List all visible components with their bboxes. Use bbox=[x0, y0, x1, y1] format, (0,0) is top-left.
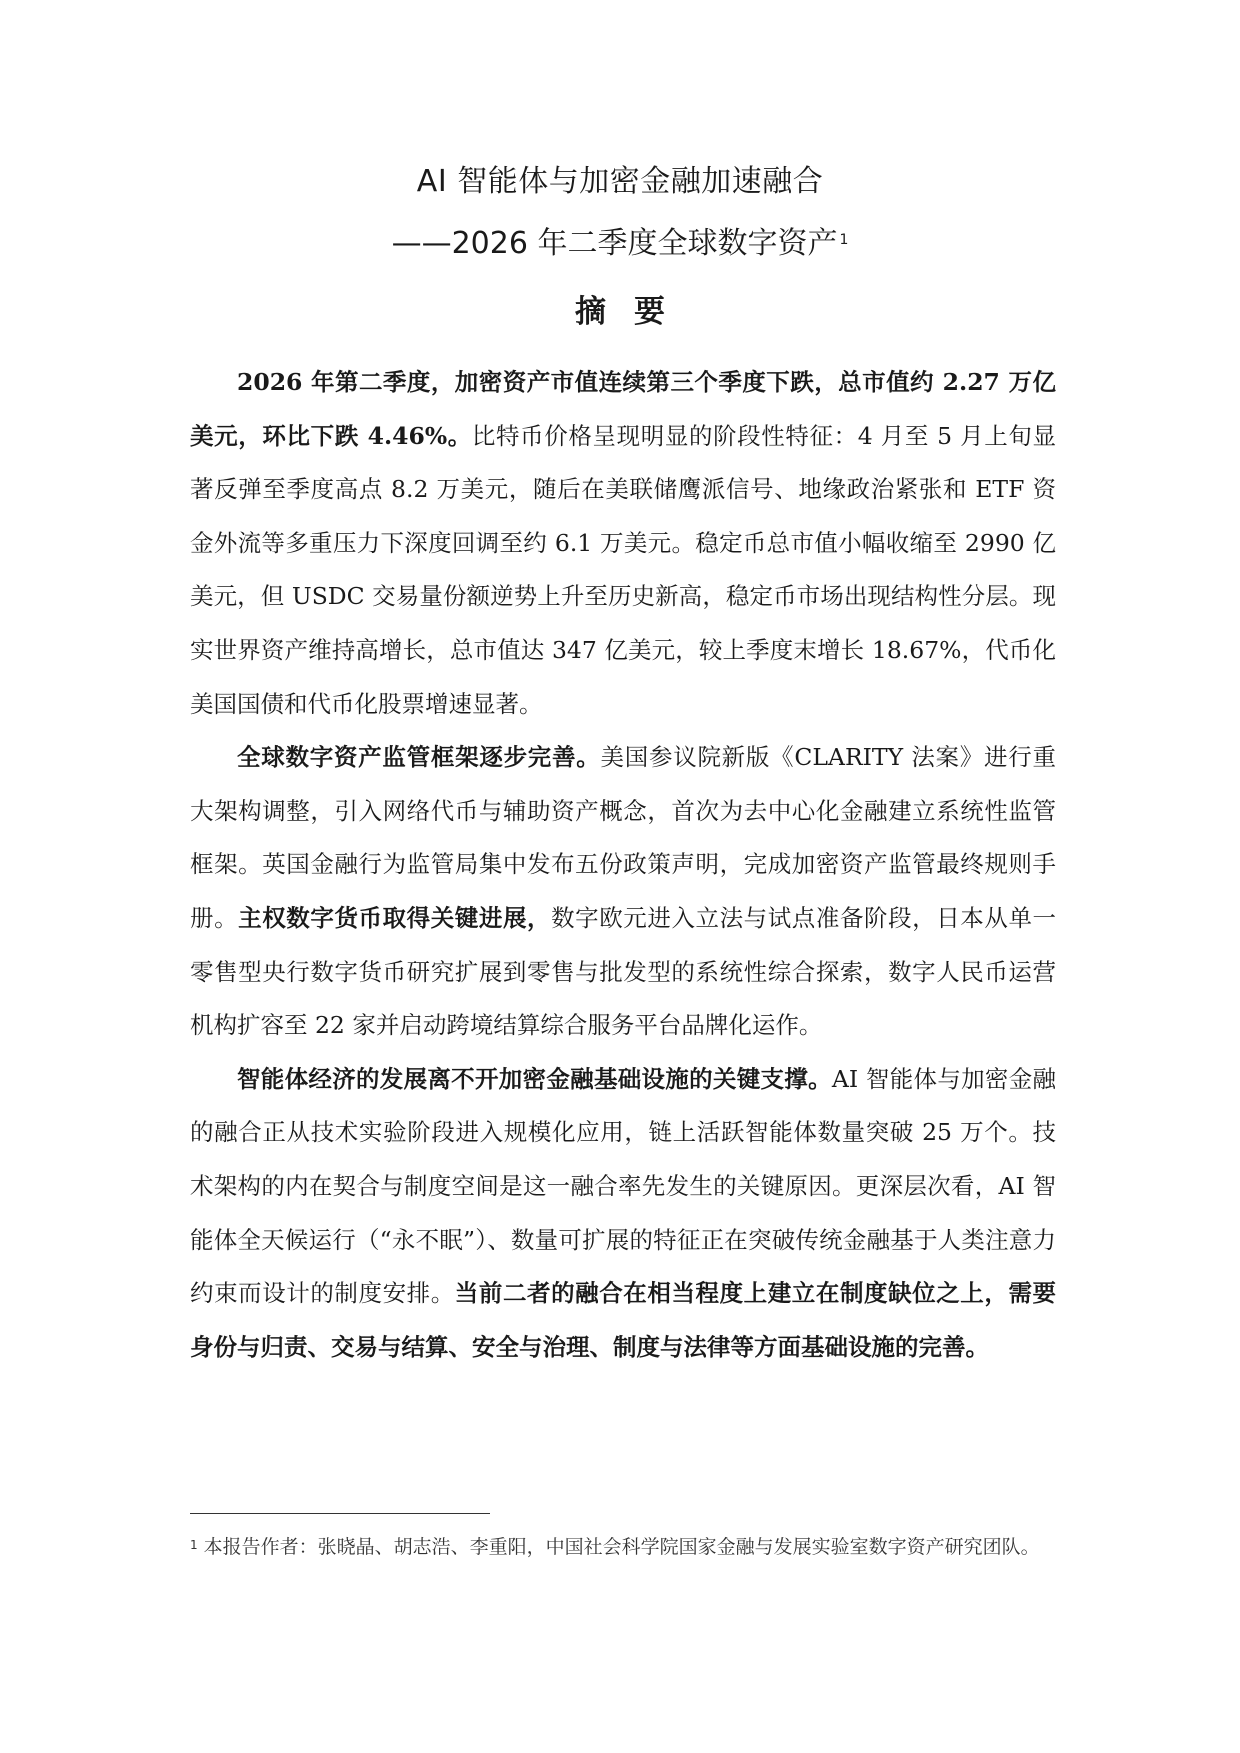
document-subtitle-text: ——2026 年二季度全球数字资产 bbox=[391, 226, 838, 261]
subtitle-footnote-mark: 1 bbox=[839, 232, 849, 248]
paragraph-2-bold-run-1: 全球数字资产监管框架逐步完善。 bbox=[237, 743, 601, 772]
abstract-paragraph-1 bbox=[190, 356, 1056, 731]
abstract-paragraph-3 bbox=[190, 1053, 1056, 1375]
abstract-body bbox=[190, 356, 1056, 1374]
abstract-heading: 摘要 bbox=[575, 294, 693, 330]
abstract-paragraph-2 bbox=[190, 731, 1056, 1053]
paragraph-2-run-2: 美国参议院新版《CLARITY 法案》进行重大架构调整，引入网络代币与辅助资产概念，首次为去中心化金融建立系统性监管框架。英国金融行为监管局集中发布五份政策声明，完成加密资产监管最终规则手册。 bbox=[190, 743, 1056, 932]
paragraph-2-run-4: 数字欧元进入立法与试点准备阶段，日本从单一零售型央行数字货币研究扩展到零售与批发型的系统性综合探索，数字人民币运营机构扩容至 22 家并启动跨境结算综合服务平台品牌化运作。 bbox=[190, 903, 1057, 1040]
document-title bbox=[0, 160, 1240, 204]
paragraph-1-run-2: 比特币价格呈现明显的阶段性特征：4 月至 5 月上旬显著反弹至季度高点 8.2 万美元，随后在美联储鹰派信号、地缘政治紧张和 ETF 资金外流等多重压力下深度回调至约 6.1 万美元。稳定币总市值小幅收缩至 2990 亿美元，但 USDC 交易量份额逆势上升至历史新高，稳定币市场出现结构性分层。现实世界资产维持高增长，总市值达 347 亿美元，较上季度末增长 18.67%，代币化美国国债和代币化股票增速显著。 bbox=[190, 421, 1056, 718]
footnote-mark: 1 bbox=[190, 1538, 198, 1552]
document-subtitle bbox=[0, 222, 1240, 266]
footnote-text: 本报告作者：张晓晶、胡志浩、李重阳，中国社会科学院国家金融与发展实验室数字资产研究团队。 bbox=[203, 1536, 1040, 1558]
paragraph-3-bold-run-3: 当前二者的融合在相当程度上建立在制度缺位之上，需要身份与归责、交易与结算、安全与治理、制度与法律等方面基础设施的完善。 bbox=[190, 1279, 1057, 1361]
footnote bbox=[190, 1528, 1056, 1566]
footnote-divider bbox=[190, 1513, 490, 1514]
document-title-text: AI 智能体与加密金融加速融合 bbox=[416, 164, 824, 199]
paragraph-3-run-2: AI 智能体与加密金融的融合正从技术实验阶段进入规模化应用，链上活跃智能体数量突破 25 万个。技术架构的内在契合与制度空间是这一融合率先发生的关键原因。更深层次看，AI 智能体全天候运行（“永不眠”）、数量可扩展的特征正在突破传统金融基于人类注意力约束而设计的制度安排。 bbox=[190, 1064, 1056, 1308]
paragraph-2-bold-run-3: 主权数字货币取得关键进展， bbox=[238, 903, 552, 932]
paragraph-3-bold-run-1: 智能体经济的发展离不开加密金融基础设施的关键支撑。 bbox=[237, 1064, 832, 1093]
paragraph-1-bold-run-1: 2026 年第二季度，加密资产市值连续第三个季度下跌，总市值约 2.27 万亿美元，环比下跌 4.46%。 bbox=[190, 368, 1056, 450]
